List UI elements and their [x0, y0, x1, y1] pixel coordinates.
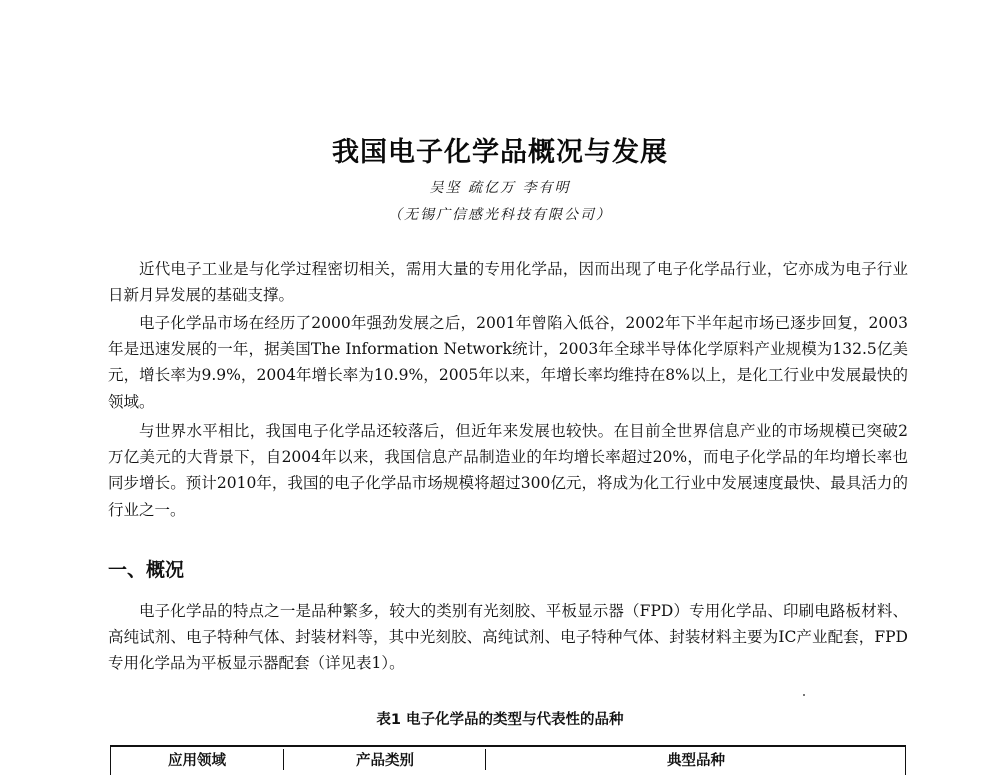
paragraph-overview: 电子化学品的特点之一是品种繁多，较大的类别有光刻胶、平板显示器（FPD）专用化学品、印刷电路板材料、高纯试剂、电子特种气体、封装材料等，其中光刻胶、高纯试剂、电子特种气体、封装材料主要为IC产业配套，FPD专用化学品为平板显示器配套（详见表1）。	[108, 602, 908, 673]
article-affiliation: （无锡广信感光科技有限公司）	[388, 207, 612, 223]
article-title: 我国电子化学品概况与发展	[332, 137, 668, 168]
scan-speck	[803, 694, 805, 696]
paragraph-china: 与世界水平相比，我国电子化学品还较落后，但近年来发展也较快。在目前全世界信息产业的市场规模已突破2万亿美元的大背景下，自2004年以来，我国信息产品制造业的年均增长率超过20%，而电子化学品的年均增长率也同步增长。预计2010年，我国的电子化学品市场规模将超过300亿元，将成为化工行业中发展速度最快、最具活力的行业之一。	[108, 422, 908, 519]
table-header-cell: 应用领域	[168, 753, 226, 769]
table-caption: 表1 电子化学品的类型与代表性的品种	[376, 712, 624, 728]
section-heading: 一、概况	[108, 559, 185, 581]
table-header-cell: 典型品种	[485, 749, 906, 770]
table-header-row	[110, 745, 906, 775]
paragraph-market: 电子化学品市场在经历了2000年强劲发展之后，2001年曾陷入低谷，2002年下半年起市场已逐步回复，2003年是迅速发展的一年，据美国The Information Network统计，2003年全球半导体化学原料产业规模为132.5亿美元，增长率为9.9%，2004年增长率为10.9%，2005年以来，年增长率均维持在8%以上，是化工行业中发展最快的领域。	[108, 314, 908, 411]
article-authors: 吴坚 疏亿万 李有明	[429, 180, 571, 196]
table-header-cell: 产品类别	[283, 749, 486, 770]
paragraph-intro: 近代电子工业是与化学过程密切相关，需用大量的专用化学品，因而出现了电子化学品行业，它亦成为电子行业日新月异发展的基础支撑。	[108, 260, 908, 305]
